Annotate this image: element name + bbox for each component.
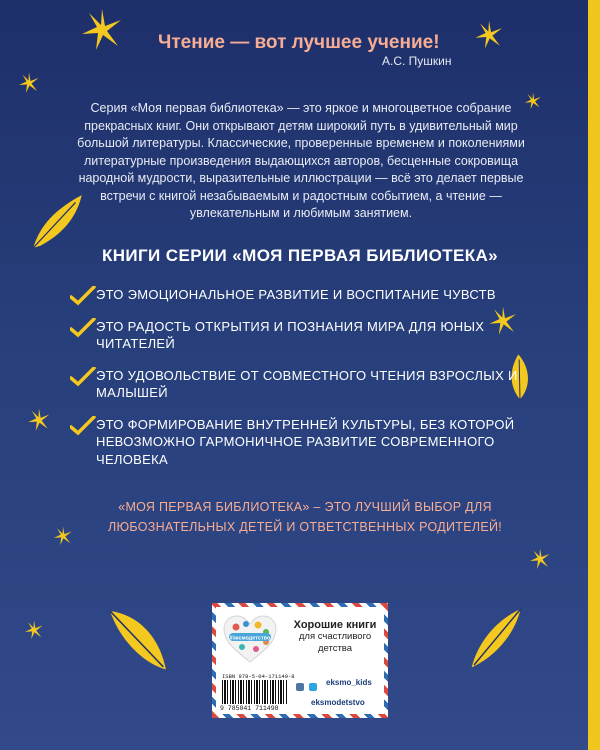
isbn-label: ISBN 978-5-04-171149-8 (222, 673, 295, 680)
star-icon (18, 72, 40, 94)
benefit-item (70, 286, 540, 304)
benefit-item (70, 367, 540, 402)
star-icon (474, 20, 504, 50)
check-icon (70, 286, 96, 308)
series-description: Серия «Моя первая библиотека» — это яркое и многоцветное собрание прекрасных книг. Они открывают детям широкий путь в удивительный мир большой литературы. Классические, проверенные временем и поколениями литературные произведения выдающихся авторов, бесценные сокровища народной мудрости, выразительные иллюстрации — всё это делает первые встречи с книгой незабываемым и радостным событием, а чтение — увлекательным и любимым занятием. (77, 101, 525, 220)
check-icon (70, 318, 96, 340)
social-handle-kids: eksmo_kids (326, 678, 372, 687)
tagline-line-1: Хорошие книги (293, 619, 377, 631)
epigraph-author: А.С. Пушкин (382, 54, 452, 68)
telegram-icon (309, 683, 317, 691)
benefit-item (70, 416, 540, 469)
benefit-text: ЭТО ЭМОЦИОНАЛЬНОЕ РАЗВИТИЕ И ВОСПИТАНИЕ ЧУВСТВ (96, 287, 496, 302)
publisher-card (212, 603, 388, 718)
social-icons (296, 678, 318, 696)
barcode-number: 9 785041 711498 (220, 705, 279, 712)
feather-icon (460, 594, 530, 680)
check-icon (70, 416, 96, 438)
benefits-list (70, 286, 540, 468)
epigraph-quote: Чтение — вот лучшее учение! (158, 32, 440, 53)
benefit-text: ЭТО УДОВОЛЬСТВИЕ ОТ СОВМЕСТНОГО ЧТЕНИЯ ВЗРОСЛЫХ И МАЛЫШЕЙ (96, 367, 518, 400)
benefit-item (70, 318, 540, 353)
feather-icon (100, 596, 176, 682)
closing-statement: «МОЯ ПЕРВАЯ БИБЛИОТЕКА» – ЭТО ЛУЧШИЙ ВЫБОР ДЛЯ ЛЮБОЗНАТЕЛЬНЫХ ДЕТЕЙ И ОТВЕТСТВЕННЫХ РОДИТЕЛЕЙ! (107, 500, 503, 534)
star-icon (24, 620, 44, 640)
check-icon (70, 367, 96, 389)
tagline-line-2: для счастливого детства (298, 631, 372, 654)
logo-hashtag: #эксмодетство (229, 635, 271, 642)
heart-logo-icon (222, 614, 278, 664)
publisher-tagline (286, 619, 384, 655)
yellow-spine-stripe (588, 0, 600, 750)
star-icon (80, 8, 124, 52)
vk-icon (296, 683, 304, 691)
benefit-text: ЭТО ФОРМИРОВАНИЕ ВНУТРЕННЕЙ КУЛЬТУРЫ, БЕЗ КОТОРОЙ НЕВОЗМОЖНО ГАРМОНИЧНОЕ РАЗВИТИЕ СОВРЕМЕННОГО ЧЕЛОВЕКА (96, 416, 515, 467)
star-icon (27, 408, 51, 432)
barcode (222, 680, 288, 704)
social-handle-detstvo: eksmodetstvo (311, 698, 365, 707)
series-heading: КНИГИ СЕРИИ «МОЯ ПЕРВАЯ БИБЛИОТЕКА» (101, 246, 499, 265)
benefit-text: ЭТО РАДОСТЬ ОТКРЫТИЯ И ПОЗНАНИЯ МИРА ДЛЯ ЮНЫХ ЧИТАТЕЛЕЙ (96, 318, 485, 351)
star-icon (529, 548, 551, 570)
